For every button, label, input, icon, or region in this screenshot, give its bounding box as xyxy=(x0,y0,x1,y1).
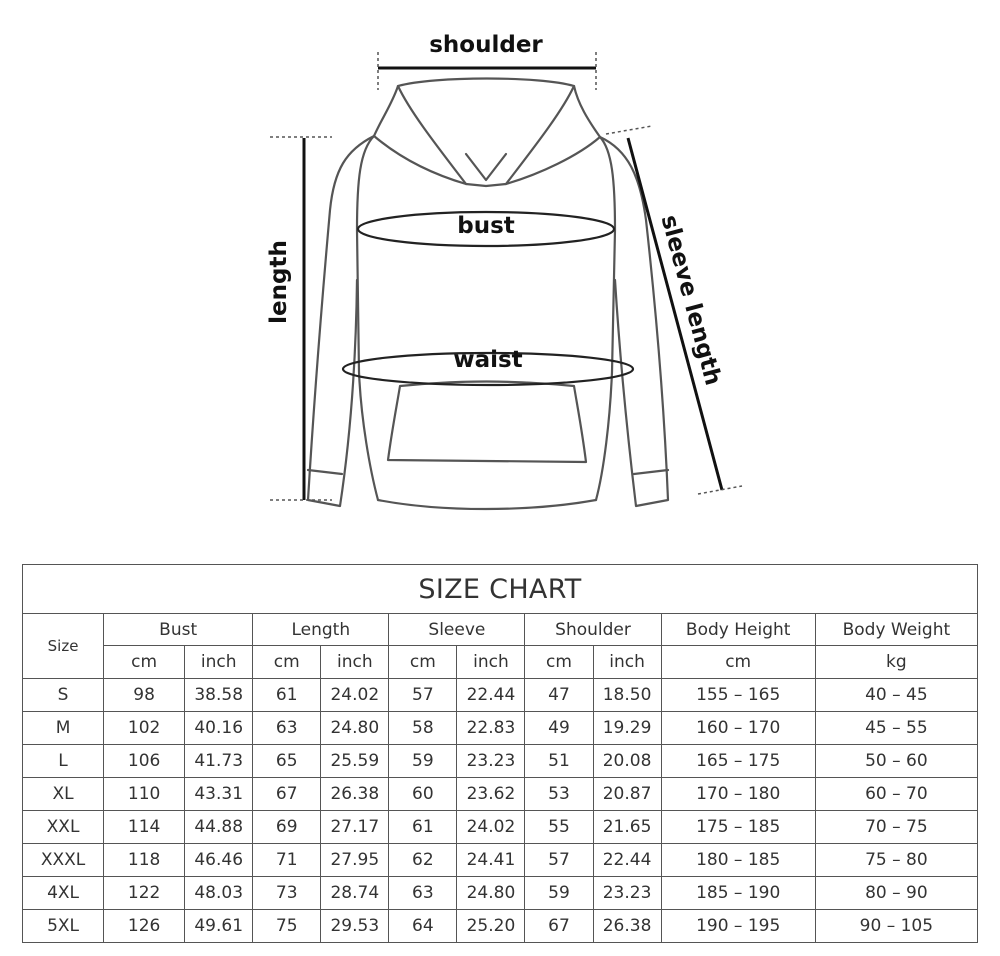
unit-cm: cm xyxy=(389,646,457,679)
length-inch-cell: 28.74 xyxy=(321,877,389,910)
table-row xyxy=(23,844,978,877)
shoulder-cm-cell: 47 xyxy=(525,679,593,712)
bust-cm-cell: 118 xyxy=(104,844,185,877)
body-height-cell: 190 – 195 xyxy=(661,910,815,943)
bust-cm-cell: 126 xyxy=(104,910,185,943)
unit-cm: cm xyxy=(104,646,185,679)
bust-inch-cell: 49.61 xyxy=(185,910,253,943)
body-height-cell: 180 – 185 xyxy=(661,844,815,877)
bust-inch-cell: 41.73 xyxy=(185,745,253,778)
sleeve-inch-cell: 22.44 xyxy=(457,679,525,712)
shoulder-inch-cell: 18.50 xyxy=(593,679,661,712)
length-inch-cell: 26.38 xyxy=(321,778,389,811)
unit-cm: cm xyxy=(661,646,815,679)
sleeve-inch-cell: 22.83 xyxy=(457,712,525,745)
length-cm-cell: 63 xyxy=(253,712,321,745)
size-cell: L xyxy=(23,745,104,778)
shoulder-label: shoulder xyxy=(429,32,543,58)
bust-label: bust xyxy=(457,213,515,239)
body-weight-cell: 75 – 80 xyxy=(815,844,977,877)
table-row xyxy=(23,745,978,778)
bust-inch-cell: 43.31 xyxy=(185,778,253,811)
body-weight-cell: 70 – 75 xyxy=(815,811,977,844)
shoulder-cm-cell: 59 xyxy=(525,877,593,910)
sleeve-cm-cell: 59 xyxy=(389,745,457,778)
body-weight-cell: 45 – 55 xyxy=(815,712,977,745)
length-cm-cell: 67 xyxy=(253,778,321,811)
body-height-cell: 155 – 165 xyxy=(661,679,815,712)
bust-measurement xyxy=(358,212,614,246)
length-cm-cell: 73 xyxy=(253,877,321,910)
sleeve-cm-cell: 62 xyxy=(389,844,457,877)
length-inch-cell: 24.80 xyxy=(321,712,389,745)
body-weight-header: Body Weight xyxy=(815,614,977,646)
shoulder-cm-cell: 51 xyxy=(525,745,593,778)
shoulder-inch-cell: 23.23 xyxy=(593,877,661,910)
sleeve-cm-cell: 61 xyxy=(389,811,457,844)
unit-cm: cm xyxy=(253,646,321,679)
size-cell: XXXL xyxy=(23,844,104,877)
unit-inch: inch xyxy=(185,646,253,679)
waist-measurement xyxy=(343,347,633,385)
body-height-cell: 170 – 180 xyxy=(661,778,815,811)
shoulder-cm-cell: 67 xyxy=(525,910,593,943)
bust-inch-cell: 38.58 xyxy=(185,679,253,712)
shoulder-inch-cell: 20.08 xyxy=(593,745,661,778)
sleeve-cm-cell: 64 xyxy=(389,910,457,943)
table-row xyxy=(23,910,978,943)
size-cell: M xyxy=(23,712,104,745)
length-cm-cell: 75 xyxy=(253,910,321,943)
bust-cm-cell: 110 xyxy=(104,778,185,811)
bust-inch-cell: 48.03 xyxy=(185,877,253,910)
size-cell: S xyxy=(23,679,104,712)
length-inch-cell: 27.17 xyxy=(321,811,389,844)
table-row xyxy=(23,679,978,712)
body-height-cell: 185 – 190 xyxy=(661,877,815,910)
bust-cm-cell: 122 xyxy=(104,877,185,910)
table-row xyxy=(23,778,978,811)
length-inch-cell: 25.59 xyxy=(321,745,389,778)
sleeve-length-measurement xyxy=(606,126,742,494)
bust-cm-cell: 106 xyxy=(104,745,185,778)
table-row xyxy=(23,712,978,745)
length-measurement xyxy=(266,137,332,500)
size-chart-table xyxy=(22,564,978,943)
shoulder-header: Shoulder xyxy=(525,614,661,646)
shoulder-inch-cell: 21.65 xyxy=(593,811,661,844)
shoulder-inch-cell: 20.87 xyxy=(593,778,661,811)
body-height-cell: 160 – 170 xyxy=(661,712,815,745)
sleeve-cm-cell: 58 xyxy=(389,712,457,745)
length-cm-cell: 61 xyxy=(253,679,321,712)
body-weight-cell: 90 – 105 xyxy=(815,910,977,943)
unit-kg: kg xyxy=(815,646,977,679)
body-weight-cell: 50 – 60 xyxy=(815,745,977,778)
shoulder-cm-cell: 57 xyxy=(525,844,593,877)
bust-inch-cell: 46.46 xyxy=(185,844,253,877)
sleeve-inch-cell: 24.02 xyxy=(457,811,525,844)
length-cm-cell: 65 xyxy=(253,745,321,778)
sleeve-inch-cell: 23.23 xyxy=(457,745,525,778)
sleeve-cm-cell: 60 xyxy=(389,778,457,811)
sleeve-inch-cell: 23.62 xyxy=(457,778,525,811)
unit-cm: cm xyxy=(525,646,593,679)
sleeve-header: Sleeve xyxy=(389,614,525,646)
sleeve-inch-cell: 25.20 xyxy=(457,910,525,943)
size-cell: XL xyxy=(23,778,104,811)
body-weight-cell: 80 – 90 xyxy=(815,877,977,910)
bust-inch-cell: 40.16 xyxy=(185,712,253,745)
body-weight-cell: 40 – 45 xyxy=(815,679,977,712)
shoulder-inch-cell: 19.29 xyxy=(593,712,661,745)
shoulder-inch-cell: 22.44 xyxy=(593,844,661,877)
shoulder-cm-cell: 55 xyxy=(525,811,593,844)
size-cell: 4XL xyxy=(23,877,104,910)
body-weight-cell: 60 – 70 xyxy=(815,778,977,811)
body-height-cell: 175 – 185 xyxy=(661,811,815,844)
hoodie-outline xyxy=(308,79,668,510)
shoulder-inch-cell: 26.38 xyxy=(593,910,661,943)
length-label: length xyxy=(266,240,292,324)
bust-cm-cell: 102 xyxy=(104,712,185,745)
bust-cm-cell: 98 xyxy=(104,679,185,712)
body-height-header: Body Height xyxy=(661,614,815,646)
waist-label: waist xyxy=(453,347,523,373)
table-row xyxy=(23,877,978,910)
length-inch-cell: 29.53 xyxy=(321,910,389,943)
size-cell: XXL xyxy=(23,811,104,844)
bust-header: Bust xyxy=(104,614,253,646)
bust-cm-cell: 114 xyxy=(104,811,185,844)
length-cm-cell: 71 xyxy=(253,844,321,877)
length-inch-cell: 24.02 xyxy=(321,679,389,712)
unit-inch: inch xyxy=(457,646,525,679)
length-cm-cell: 69 xyxy=(253,811,321,844)
unit-inch: inch xyxy=(321,646,389,679)
length-header: Length xyxy=(253,614,389,646)
unit-inch: inch xyxy=(593,646,661,679)
sleeve-length-label: sleeve length xyxy=(655,212,726,389)
sleeve-inch-cell: 24.41 xyxy=(457,844,525,877)
table-row xyxy=(23,811,978,844)
sleeve-cm-cell: 57 xyxy=(389,679,457,712)
length-inch-cell: 27.95 xyxy=(321,844,389,877)
sleeve-cm-cell: 63 xyxy=(389,877,457,910)
size-column-header: Size xyxy=(23,614,104,679)
bust-inch-cell: 44.88 xyxy=(185,811,253,844)
body-height-cell: 165 – 175 xyxy=(661,745,815,778)
size-chart-title: SIZE CHART xyxy=(23,565,978,614)
shoulder-cm-cell: 49 xyxy=(525,712,593,745)
size-cell: 5XL xyxy=(23,910,104,943)
sleeve-inch-cell: 24.80 xyxy=(457,877,525,910)
shoulder-cm-cell: 53 xyxy=(525,778,593,811)
shoulder-measurement xyxy=(378,32,596,90)
